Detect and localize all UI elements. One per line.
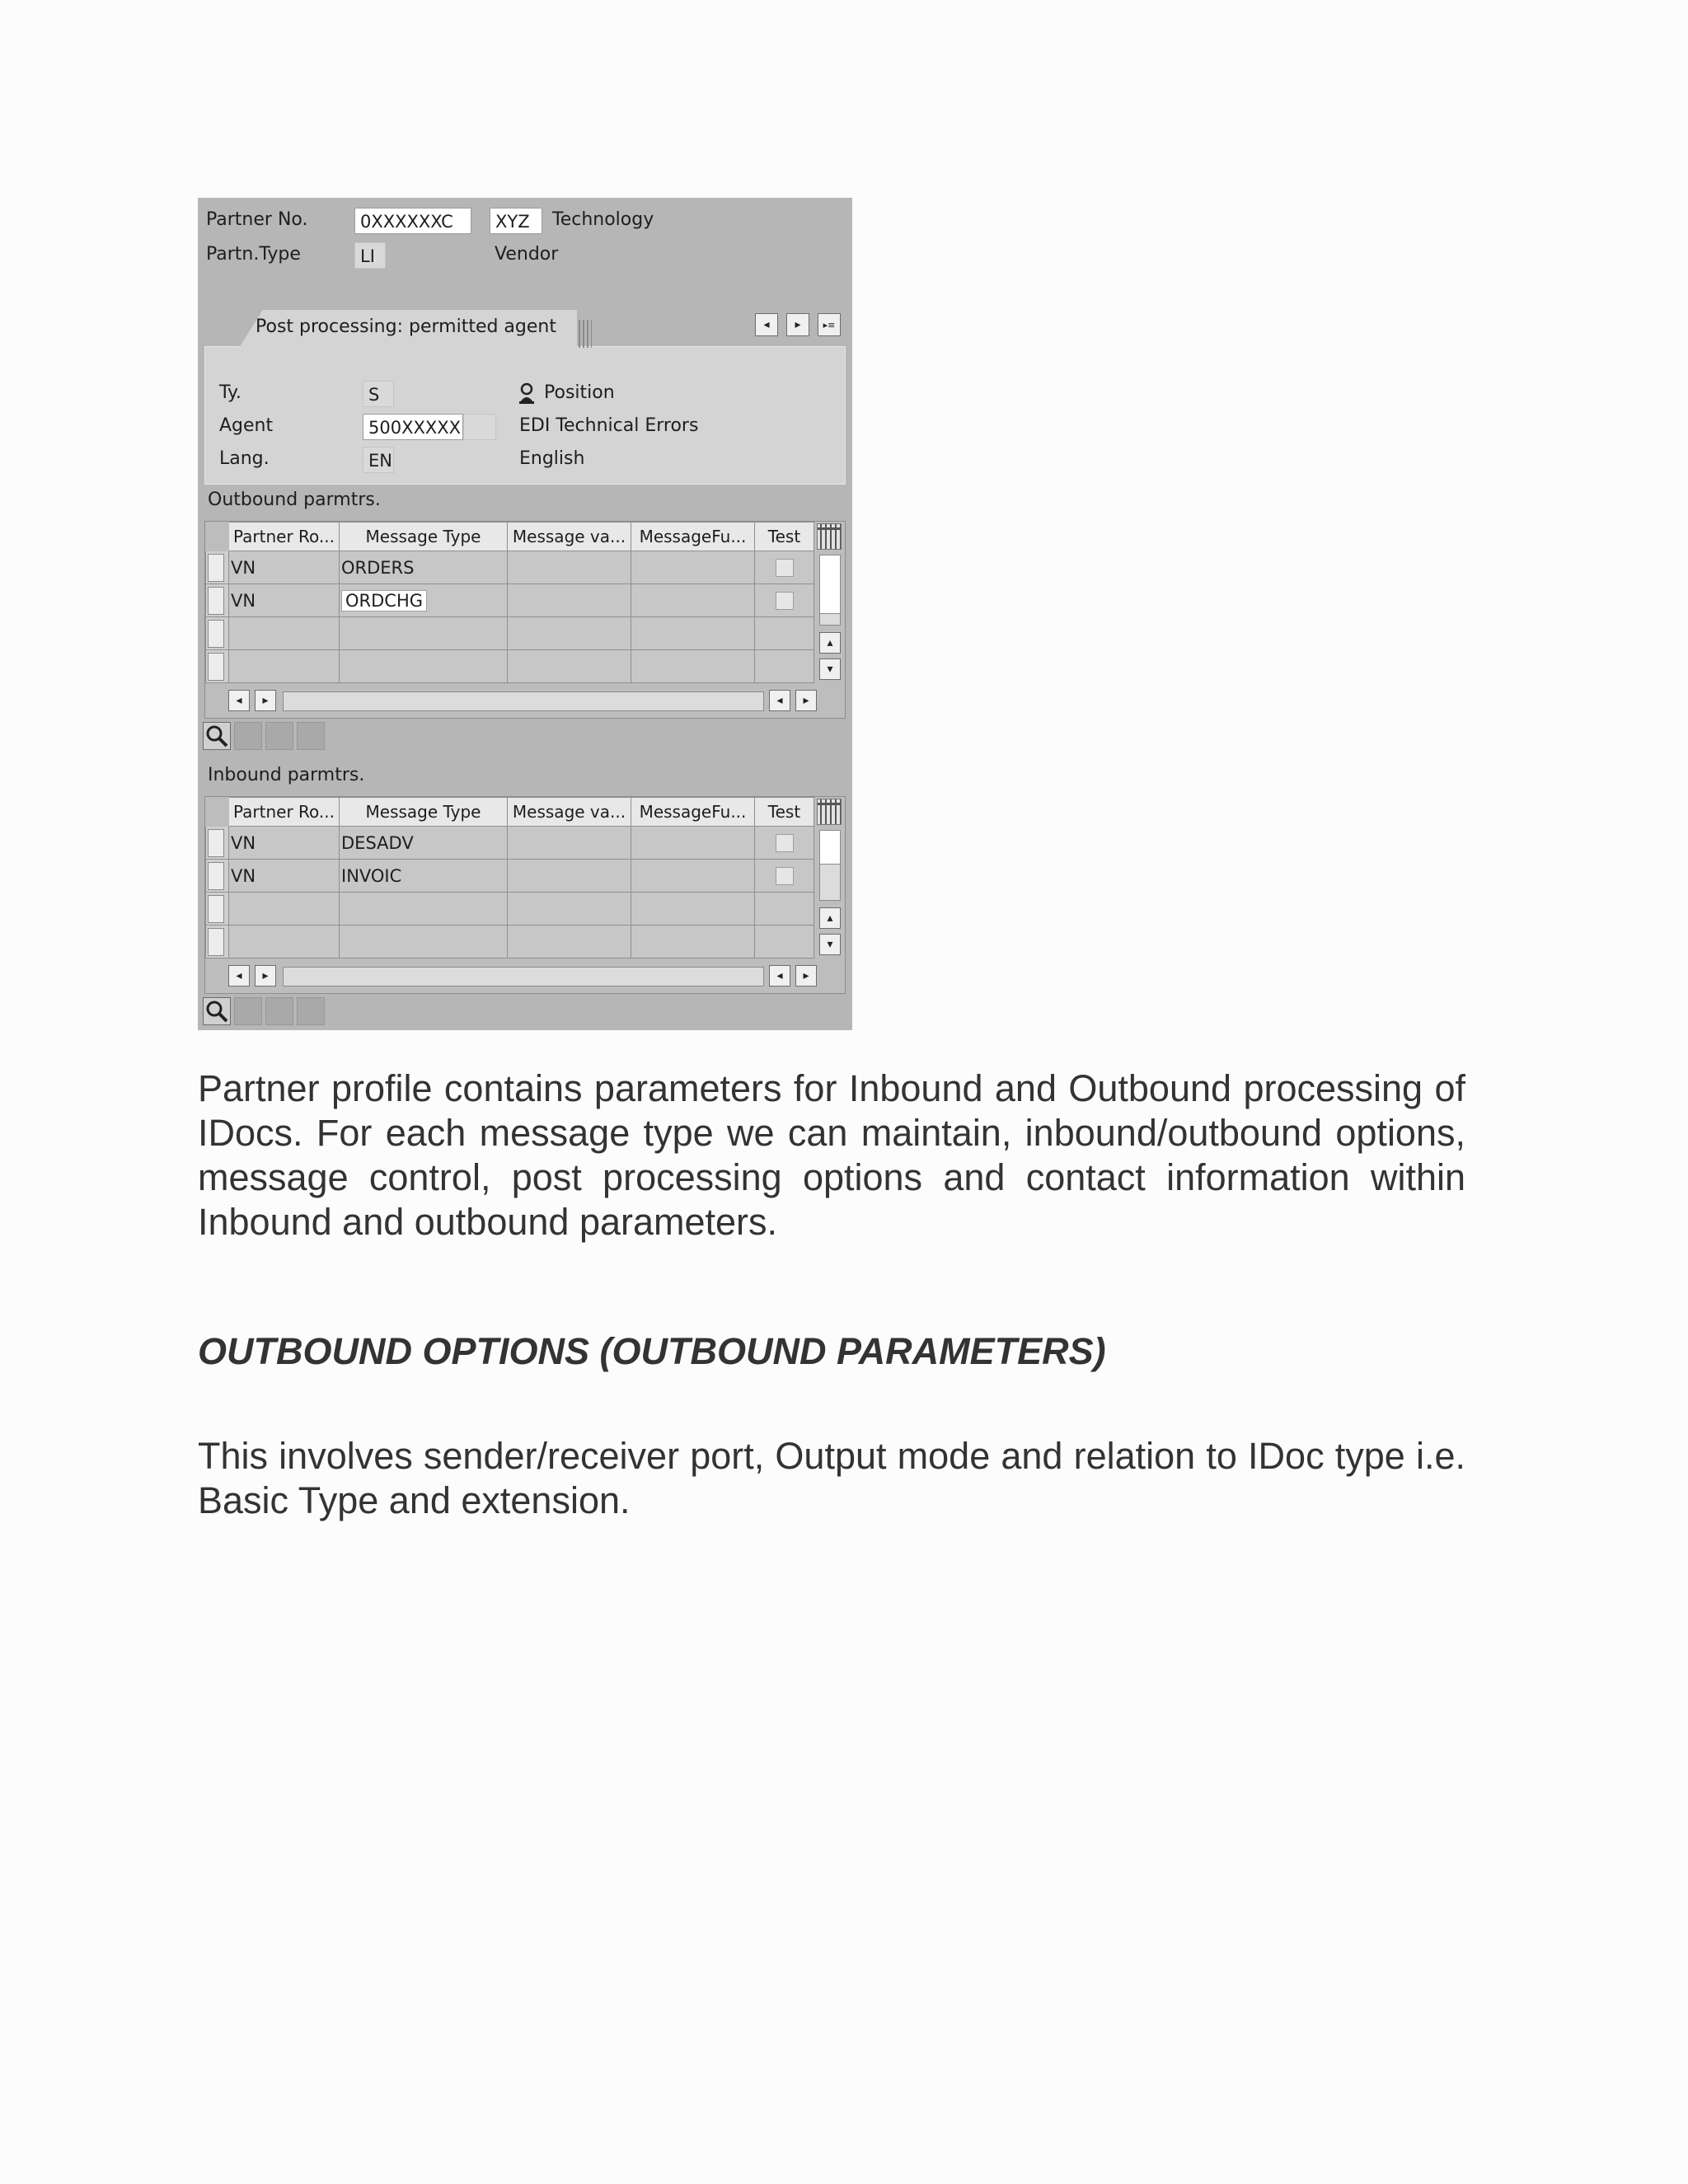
scroll-up-button[interactable]: ▴ — [819, 907, 841, 929]
row-selector[interactable] — [206, 926, 229, 958]
vertical-scrollbar[interactable] — [817, 523, 843, 685]
test-cell — [755, 551, 814, 584]
column-header-partner-role[interactable]: Partner Ro... — [229, 523, 340, 551]
message-type-cell[interactable]: INVOIC — [340, 860, 508, 893]
column-settings-icon[interactable] — [817, 523, 842, 550]
vertical-scroll-thumb[interactable] — [820, 555, 840, 614]
partner-role-cell[interactable]: VN — [229, 551, 340, 584]
create-icon[interactable] — [234, 997, 262, 1025]
column-settings-icon[interactable] — [817, 799, 842, 825]
vertical-scroll-track[interactable] — [819, 830, 841, 901]
partner-role-cell[interactable] — [229, 893, 340, 926]
person-icon — [518, 382, 536, 404]
column-header-test[interactable]: Test — [755, 523, 814, 551]
inbound-parameters-table — [204, 796, 846, 994]
vertical-scroll-thumb[interactable] — [820, 831, 840, 865]
message-variant-cell[interactable] — [508, 650, 631, 683]
column-header-partner-role[interactable]: Partner Ro... — [229, 798, 340, 827]
scroll-right-button[interactable]: ▸ — [255, 965, 276, 987]
scroll-left-end-button[interactable]: ◂ — [769, 965, 790, 987]
message-function-cell[interactable] — [631, 617, 755, 650]
vertical-scroll-track[interactable] — [819, 555, 841, 626]
test-cell[interactable] — [755, 893, 814, 926]
message-function-cell[interactable] — [631, 650, 755, 683]
test-checkbox[interactable] — [776, 592, 794, 610]
horizontal-scroll-track[interactable] — [283, 691, 764, 711]
message-variant-cell[interactable] — [508, 617, 631, 650]
delete-icon[interactable] — [297, 997, 325, 1025]
message-type-cell[interactable] — [340, 893, 508, 926]
table-row[interactable] — [206, 584, 814, 617]
scroll-down-button[interactable]: ▾ — [819, 658, 841, 680]
agent-field[interactable]: 500XXXXX — [363, 414, 463, 440]
message-variant-cell[interactable] — [508, 827, 631, 860]
message-function-cell[interactable] — [631, 584, 755, 617]
partn-type-label: Partn.Type — [206, 244, 301, 265]
table-row[interactable] — [206, 617, 814, 650]
column-header-message-variant[interactable]: Message va... — [508, 798, 631, 827]
details-magnifier-icon[interactable] — [203, 997, 231, 1025]
table-header-row — [206, 523, 814, 551]
horizontal-scroll-track[interactable] — [283, 967, 764, 987]
column-header-message-function[interactable]: MessageFu... — [631, 523, 755, 551]
lang-field[interactable]: EN — [363, 447, 394, 473]
ty-field[interactable]: S — [363, 381, 394, 407]
outbound-parameters-table — [204, 521, 846, 719]
table-row[interactable] — [206, 926, 814, 958]
outbound-options-paragraph: This involves sender/receiver port, Output mode and relation to IDoc type i.e. Basic Type and extension. — [198, 1435, 1465, 1521]
horizontal-scrollbar[interactable] — [228, 965, 818, 988]
horizontal-scrollbar[interactable] — [228, 690, 818, 713]
scroll-left-button[interactable]: ◂ — [228, 965, 250, 987]
row-selector[interactable] — [206, 650, 229, 683]
message-type-cell[interactable] — [340, 650, 508, 683]
row-selector[interactable] — [206, 860, 229, 893]
message-function-cell[interactable] — [631, 551, 755, 584]
table-row[interactable] — [206, 860, 814, 893]
scroll-left-end-button[interactable]: ◂ — [769, 690, 790, 711]
message-variant-cell[interactable] — [508, 584, 631, 617]
test-cell[interactable] — [755, 926, 814, 958]
change-icon[interactable] — [265, 722, 293, 750]
partner-role-cell[interactable] — [229, 926, 340, 958]
message-type-cell[interactable] — [340, 926, 508, 958]
agent-text: EDI Technical Errors — [519, 415, 699, 436]
scroll-left-button[interactable]: ◂ — [228, 690, 250, 711]
intro-paragraph: Partner profile contains parameters for Inbound and Outbound processing of IDocs. For each message type we can maintain, inbound/outbound options, message control, post processing options and contact information within Inbound and outbound parameters. — [198, 1067, 1465, 1243]
create-icon[interactable] — [234, 722, 262, 750]
partner-role-cell[interactable]: VN — [229, 827, 340, 860]
row-selector[interactable] — [206, 584, 229, 617]
table-row[interactable] — [206, 827, 814, 860]
test-cell — [755, 827, 814, 860]
test-checkbox[interactable] — [776, 867, 794, 885]
partner-no-field[interactable]: 0XXXXXXC — [354, 208, 471, 234]
message-variant-cell[interactable] — [508, 926, 631, 958]
message-variant-cell[interactable] — [508, 860, 631, 893]
row-selector[interactable] — [206, 893, 229, 926]
partner-role-cell[interactable] — [229, 650, 340, 683]
select-all-header[interactable] — [206, 523, 229, 551]
column-header-message-function[interactable]: MessageFu... — [631, 798, 755, 827]
message-function-cell[interactable] — [631, 860, 755, 893]
vertical-scrollbar[interactable] — [817, 799, 843, 960]
scroll-down-button[interactable]: ▾ — [819, 934, 841, 955]
table-row[interactable] — [206, 551, 814, 584]
tab-list-menu-button[interactable]: ▸≡ — [818, 313, 841, 336]
message-type-cell[interactable] — [340, 584, 508, 617]
partn-type-field[interactable]: LI — [354, 242, 386, 269]
tab-grip-icon — [579, 320, 592, 348]
delete-icon[interactable] — [297, 722, 325, 750]
tab-scroll-left-button[interactable]: ◂ — [755, 313, 778, 336]
details-magnifier-icon[interactable] — [203, 722, 231, 750]
partner-profile-screenshot — [198, 198, 852, 1030]
message-type-cell[interactable] — [340, 617, 508, 650]
partner-code-field[interactable]: XYZ — [490, 208, 542, 234]
change-icon[interactable] — [265, 997, 293, 1025]
partner-no-label: Partner No. — [206, 209, 308, 230]
scroll-right-end-button[interactable]: ▸ — [795, 690, 817, 711]
inbound-table-grid — [205, 797, 814, 958]
test-cell[interactable] — [755, 650, 814, 683]
test-cell — [755, 584, 814, 617]
partner-role-cell[interactable]: VN — [229, 860, 340, 893]
scroll-right-button[interactable]: ▸ — [255, 690, 276, 711]
outbound-section-title: Outbound parmtrs. — [208, 490, 381, 510]
message-type-input[interactable]: ORDCHG — [341, 590, 427, 612]
table-row[interactable] — [206, 650, 814, 683]
select-all-header[interactable] — [206, 798, 229, 827]
partn-type-text: Vendor — [495, 244, 559, 265]
message-variant-cell[interactable] — [508, 551, 631, 584]
message-function-cell[interactable] — [631, 926, 755, 958]
column-header-message-variant[interactable]: Message va... — [508, 523, 631, 551]
message-variant-cell[interactable] — [508, 893, 631, 926]
partner-role-cell[interactable] — [229, 617, 340, 650]
column-header-message-type[interactable]: Message Type — [340, 523, 508, 551]
message-function-cell[interactable] — [631, 827, 755, 860]
outbound-table-grid — [205, 522, 814, 683]
scroll-right-end-button[interactable]: ▸ — [795, 965, 817, 987]
column-header-test[interactable]: Test — [755, 798, 814, 827]
lang-text: English — [519, 448, 585, 469]
test-cell[interactable] — [755, 617, 814, 650]
partner-role-cell[interactable]: VN — [229, 584, 340, 617]
partner-name-text: Technology — [552, 209, 654, 230]
tab-scroll-right-button[interactable]: ▸ — [786, 313, 809, 336]
row-selector[interactable] — [206, 827, 229, 860]
column-header-message-type[interactable]: Message Type — [340, 798, 508, 827]
message-function-cell[interactable] — [631, 893, 755, 926]
lang-label: Lang. — [219, 448, 270, 469]
inbound-section-title: Inbound parmtrs. — [208, 765, 365, 785]
message-type-cell[interactable]: DESADV — [340, 827, 508, 860]
message-type-cell[interactable]: ORDERS — [340, 551, 508, 584]
ty-label: Ty. — [219, 382, 241, 403]
agent-field-extension — [463, 414, 496, 440]
row-selector[interactable] — [206, 617, 229, 650]
agent-label: Agent — [219, 415, 274, 436]
scroll-up-button[interactable]: ▴ — [819, 632, 841, 654]
test-checkbox[interactable] — [776, 559, 794, 577]
tab-post-processing-label: Post processing: permitted agent — [256, 316, 556, 337]
table-header-row — [206, 798, 814, 827]
table-row[interactable] — [206, 893, 814, 926]
row-selector[interactable] — [206, 551, 229, 584]
ty-text: Position — [544, 382, 615, 403]
test-checkbox[interactable] — [776, 834, 794, 852]
section-heading: OUTBOUND OPTIONS (OUTBOUND PARAMETERS) — [198, 1330, 1106, 1372]
test-cell — [755, 860, 814, 893]
